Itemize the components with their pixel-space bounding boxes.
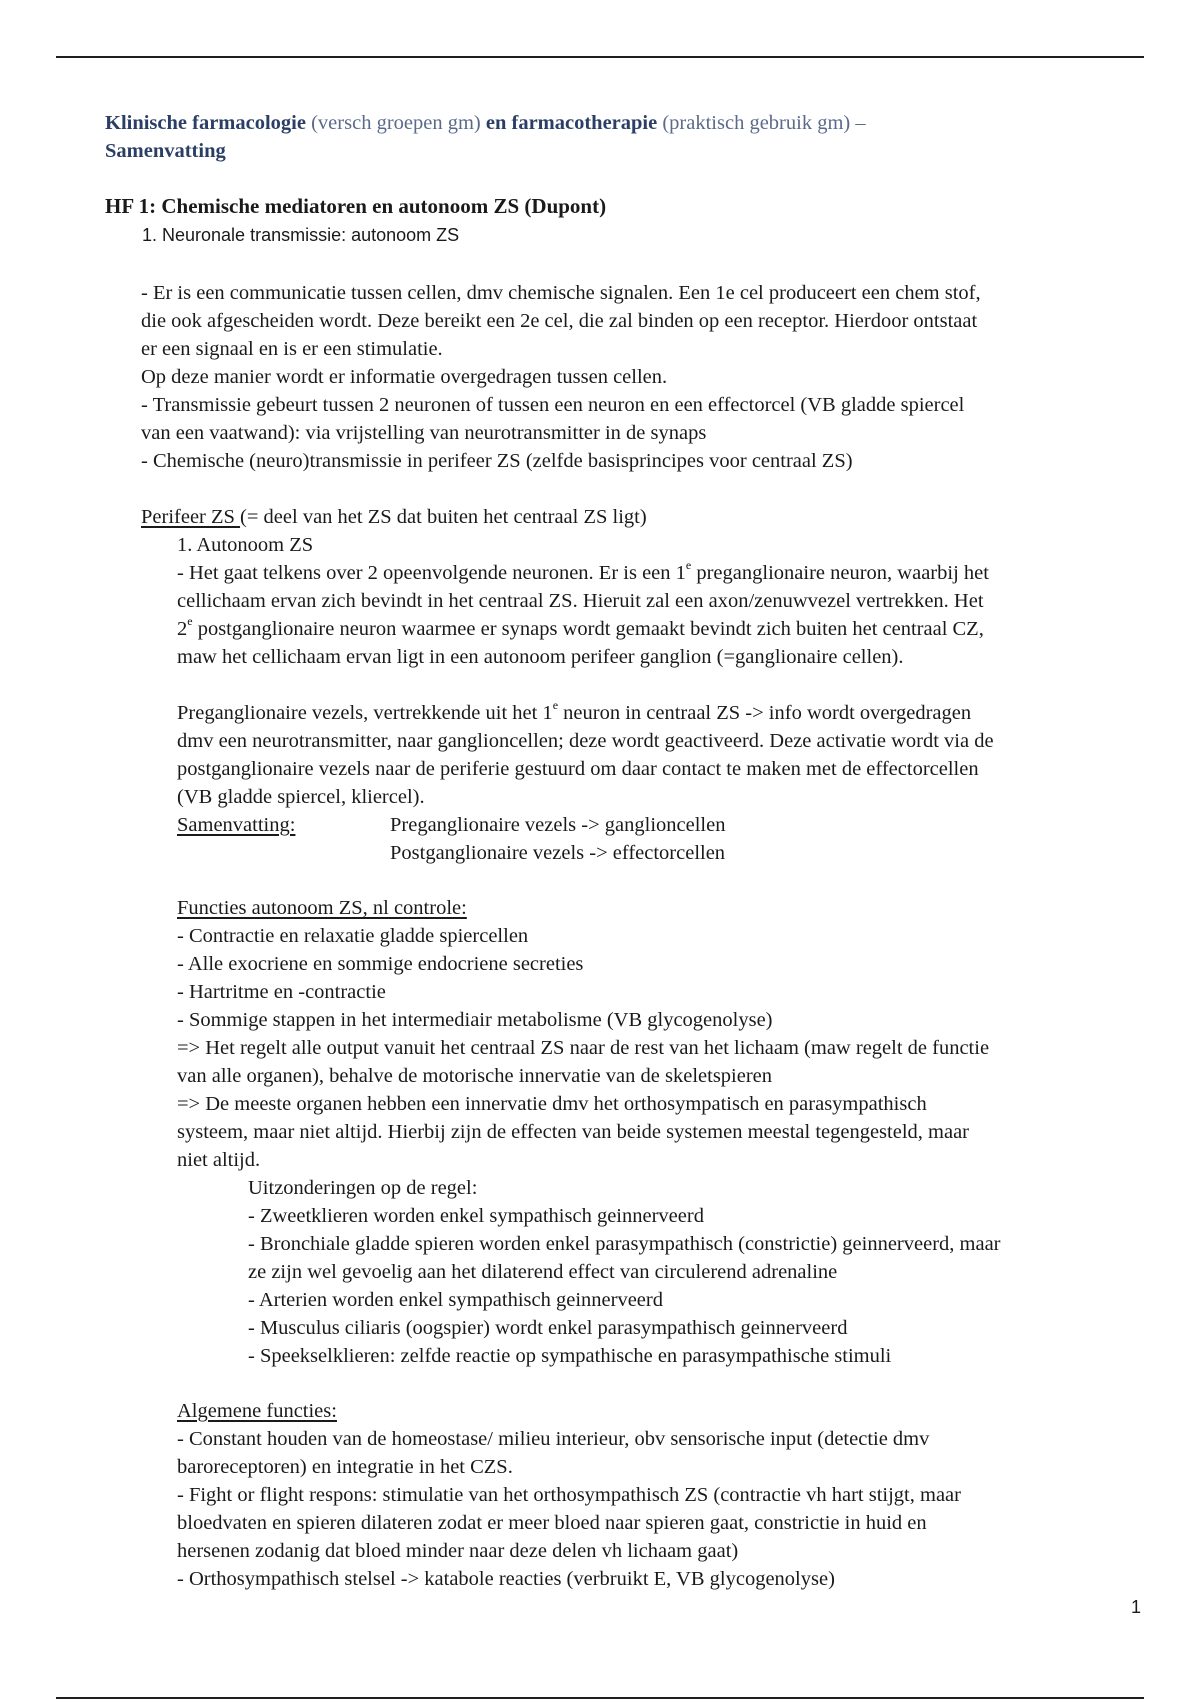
bottom-rule <box>56 1697 1144 1699</box>
autonoom-subheading: 1. Autonoom ZS <box>177 534 314 556</box>
perifeer-paragraph-line: - Het gaat telkens over 2 opeenvolgende neuronen. Er is een 1e preganglionaire neuron, waarbij het <box>177 558 989 584</box>
algemene-line: hersenen zodanig dat bloed minder naar deze delen vh lichaam gaat) <box>177 1540 739 1562</box>
algemene-heading: Algemene functies: <box>177 1400 337 1422</box>
algemene-line: baroreceptoren) en integratie in het CZS. <box>177 1456 513 1478</box>
chapter-heading: HF 1: Chemische mediatoren en autonoom ZS (Dupont) <box>105 194 607 218</box>
functies-line: - Alle exocriene en sommige endocriene secreties <box>177 953 584 975</box>
samenvatting-item: Postganglionaire vezels -> effectorcellen <box>390 842 726 864</box>
preganglionaire-paragraph-line: Preganglionaire vezels, vertrekkende uit het 1e neuron in centraal ZS -> info wordt overgedragen <box>177 698 972 724</box>
preganglionaire-paragraph-line: postganglionaire vezels naar de periferie gestuurd om daar contact te maken met de effectorcellen <box>177 758 979 780</box>
intro-line: Op deze manier wordt er informatie overgedragen tussen cellen. <box>141 366 668 388</box>
functies-line: niet altijd. <box>177 1149 261 1171</box>
preganglionaire-paragraph-line: dmv een neurotransmitter, naar ganglioncellen; deze wordt geactiveerd. Deze activatie wordt via de <box>177 730 994 752</box>
perifeer-paragraph-line: 2e postganglionaire neuron waarmee er synaps wordt gemaakt bevindt zich buiten het centraal CZ, <box>177 614 984 640</box>
intro-line: die ook afgescheiden wordt. Deze bereikt een 2e cel, die zal binden op een receptor. Hierdoor ontstaat <box>141 310 978 332</box>
document-title-line2: Samenvatting <box>105 140 226 162</box>
functies-line: - Hartritme en -contractie <box>177 981 386 1003</box>
document-title: Klinische farmacologie (versch groepen gm) en farmacotherapie (praktisch gebruik gm) – <box>105 112 866 134</box>
perifeer-heading: Perifeer ZS (= deel van het ZS dat buiten het centraal ZS ligt) <box>141 506 647 528</box>
functies-line: van alle organen), behalve de motorische innervatie van de skeletspieren <box>177 1065 773 1087</box>
top-rule <box>56 56 1144 58</box>
intro-line: - Chemische (neuro)transmissie in perifeer ZS (zelfde basisprincipes voor centraal ZS) <box>141 450 853 472</box>
exception-line: - Bronchiale gladde spieren worden enkel parasympathisch (constrictie) geinnerveerd, maar <box>248 1233 1001 1255</box>
exception-line: - Arterien worden enkel sympathisch geinnerveerd <box>248 1289 663 1311</box>
algemene-line: - Fight or flight respons: stimulatie van het orthosympathisch ZS (contractie vh hart stijgt, maar <box>177 1484 961 1506</box>
functies-line: - Sommige stappen in het intermediair metabolisme (VB glycogenolyse) <box>177 1009 773 1031</box>
functies-heading: Functies autonoom ZS, nl controle: <box>177 897 467 919</box>
algemene-line: bloedvaten en spieren dilateren zodat er meer bloed naar spieren gaat, constrictie in huid en <box>177 1512 927 1534</box>
intro-line: - Transmissie gebeurt tussen 2 neuronen of tussen een neuron en een effectorcel (VB gladde spiercel <box>141 394 965 416</box>
intro-line: er een signaal en is er een stimulatie. <box>141 338 443 360</box>
exception-line: - Zweetklieren worden enkel sympathisch geinnerveerd <box>248 1205 704 1227</box>
preganglionaire-paragraph-line: (VB gladde spiercel, kliercel). <box>177 786 425 808</box>
exception-line: ze zijn wel gevoelig aan het dilaterend effect van circulerend adrenaline <box>248 1261 838 1283</box>
perifeer-paragraph-line: cellichaam ervan zich bevindt in het centraal ZS. Hieruit zal een axon/zenuwvezel vertrekken. Het <box>177 590 984 612</box>
exception-line: - Musculus ciliaris (oogspier) wordt enkel parasympathisch geinnerveerd <box>248 1317 848 1339</box>
functies-line: => Het regelt alle output vanuit het centraal ZS naar de rest van het lichaam (maw regelt de functie <box>177 1037 990 1059</box>
exceptions-heading: Uitzonderingen op de regel: <box>248 1177 478 1199</box>
samenvatting-item: Preganglionaire vezels -> ganglioncellen <box>390 814 726 836</box>
exception-line: - Speekselklieren: zelfde reactie op sympathische en parasympathische stimuli <box>248 1345 892 1367</box>
intro-line: van een vaatwand): via vrijstelling van neurotransmitter in de synaps <box>141 422 707 444</box>
algemene-line: - Constant houden van de homeostase/ milieu interieur, obv sensorische input (detectie dmv <box>177 1428 930 1450</box>
algemene-line: - Orthosympathisch stelsel -> katabole reacties (verbruikt E, VB glycogenolyse) <box>177 1568 835 1590</box>
functies-line: systeem, maar niet altijd. Hierbij zijn de effecten van beide systemen meestal tegengesteld, maar <box>177 1121 969 1143</box>
samenvatting-label: Samenvatting: <box>177 814 296 836</box>
numbered-section-title: 1. Neuronale transmissie: autonoom ZS <box>142 225 460 245</box>
intro-line: - Er is een communicatie tussen cellen, dmv chemische signalen. Een 1e cel produceert een chem stof, <box>141 282 981 304</box>
functies-line: => De meeste organen hebben een innervatie dmv het orthosympatisch en parasympathisch <box>177 1093 927 1115</box>
functies-line: - Contractie en relaxatie gladde spiercellen <box>177 925 529 947</box>
perifeer-paragraph-line: maw het cellichaam ervan ligt in een autonoom perifeer ganglion (=ganglionaire cellen). <box>177 646 904 668</box>
page-number: 1 <box>1131 1597 1142 1617</box>
